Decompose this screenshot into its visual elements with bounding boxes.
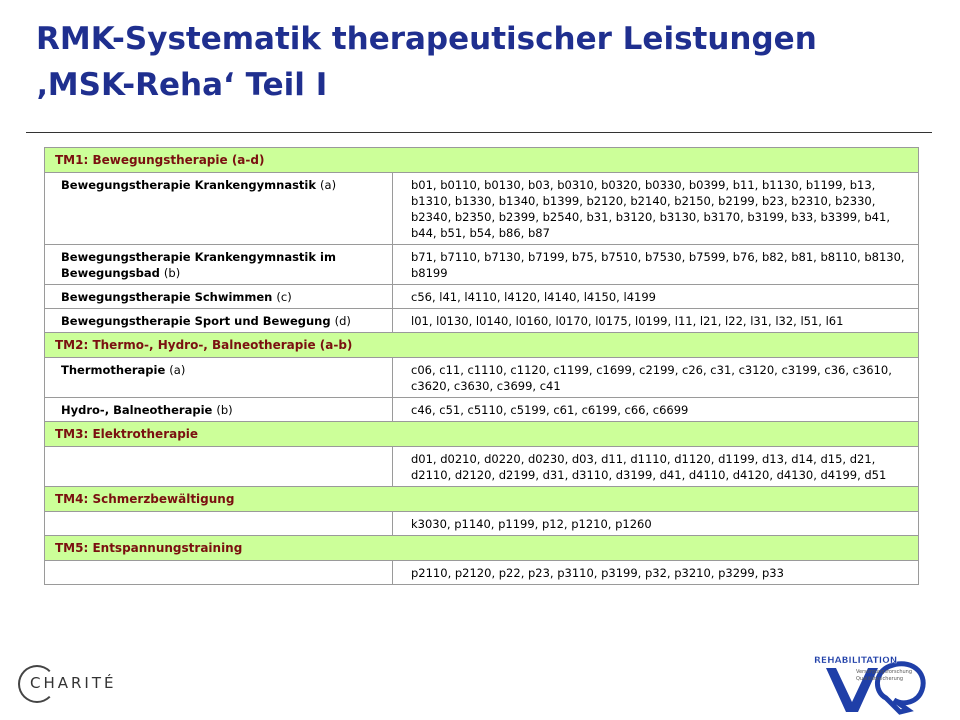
therapy-code: (d) [334,314,351,328]
section-heading: TM3: Elektrotherapie [45,422,919,447]
table-row [45,309,919,333]
section-heading: TM4: Schmerzbewältigung [45,487,919,512]
charite-logo-text: CHARITÉ [30,674,117,692]
therapy-name: Bewegungstherapie Schwimmen [61,290,273,304]
section-heading: TM1: Bewegungstherapie (a-d) [45,148,919,173]
rehabilitation-logo [812,648,930,716]
table-row [45,358,919,398]
therapy-codes: b01, b0110, b0130, b03, b0310, b0320, b0330, b0399, b11, b1130, b1199, b13, b1310, b1330, b1340, b1399, b2120, b2140, b2150, b2199, b23, b2310, b2330, b2340, b2350, b2399, b2540, b31, b3120, b3130, b3170, b3199, b33, b3399, b41, b44, b51, b54, b86, b87 [393,173,919,245]
table-row [45,447,919,487]
therapy-code: (b) [216,403,233,417]
title-line-1: RMK-Systematik therapeutischer Leistungen [36,21,817,57]
therapy-label [45,358,393,398]
therapy-codes: l01, l0130, l0140, l0160, l0170, l0175, l0199, l11, l21, l22, l31, l32, l51, l61 [393,309,919,333]
table-row [45,512,919,536]
therapy-codes: d01, d0210, d0220, d0230, d03, d11, d1110, d1120, d1199, d13, d14, d15, d21, d2110, d2120, d2199, d31, d3110, d3199, d41, d4110, d4120, d4130, d4199, d51 [393,447,919,487]
section-heading: TM2: Thermo-, Hydro-, Balneotherapie (a-b) [45,333,919,358]
section-row-tm3 [45,422,919,447]
section-row-tm2 [45,333,919,358]
therapy-code: (a) [320,178,337,192]
therapy-label [45,561,393,585]
section-row-tm1 [45,148,919,173]
reha-logo-line2: Versorgungsforschung [856,669,912,675]
title-line-2: ‚MSK-Reha‘ Teil I [36,67,328,103]
therapy-name: Hydro-, Balneotherapie [61,403,213,417]
therapy-codes: c06, c11, c1110, c1120, c1199, c1699, c2199, c26, c31, c3120, c3199, c36, c3610, c3620, c3630, c3699, c41 [393,358,919,398]
title-divider [26,132,932,133]
therapy-code: (b) [163,266,181,280]
therapy-codes: c56, l41, l4110, l4120, l4140, l4150, l4199 [393,285,919,309]
therapy-table [44,147,919,585]
therapy-codes: b71, b7110, b7130, b7199, b75, b7510, b7530, b7599, b76, b82, b81, b8110, b8130, b8199 [393,245,919,285]
table-row [45,173,919,245]
table-row [45,245,919,285]
therapy-name: Bewegungstherapie Sport und Bewegung [61,314,331,328]
table-row [45,561,919,585]
section-row-tm5 [45,536,919,561]
charite-logo [18,665,118,705]
therapy-name: Bewegungstherapie Krankengymnastik im Bewegungsbad [61,250,336,280]
therapy-codes: k3030, p1140, p1199, p12, p1210, p1260 [393,512,919,536]
therapy-label [45,173,393,245]
therapy-code: (c) [276,290,292,304]
therapy-code: (a) [169,363,186,377]
reha-logo-title: REHABILITATION [814,656,898,666]
therapy-label [45,309,393,333]
therapy-name: Bewegungstherapie Krankengymnastik [61,178,317,192]
therapy-codes: p2110, p2120, p22, p23, p3110, p3199, p32, p3210, p3299, p33 [393,561,919,585]
therapy-label [45,398,393,422]
page-title [36,16,817,108]
therapy-label [45,245,393,285]
section-row-tm4 [45,487,919,512]
therapy-label [45,285,393,309]
section-heading: TM5: Entspannungstraining [45,536,919,561]
table-row [45,398,919,422]
therapy-label [45,447,393,487]
therapy-codes: c46, c51, c5110, c5199, c61, c6199, c66, c6699 [393,398,919,422]
table-row [45,285,919,309]
therapy-label [45,512,393,536]
reha-logo-line3: Qualitätssicherung [856,676,904,682]
therapy-name: Thermotherapie [61,363,166,377]
